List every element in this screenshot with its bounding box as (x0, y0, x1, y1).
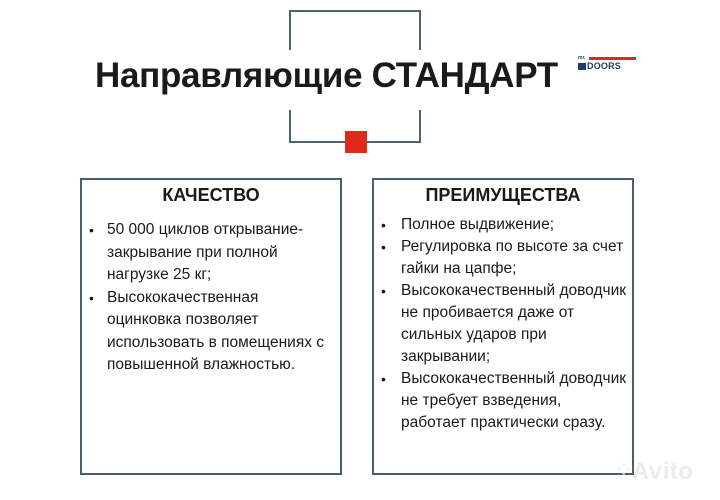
page-title: Направляющие СТАНДАРТ (95, 56, 558, 95)
logo-blue-square (578, 63, 586, 70)
avito-watermark: ⁘Avito (617, 458, 694, 485)
list-item: • Полное выдвижение; (374, 214, 632, 236)
list-item: • Регулировка по высоте за счет гайки на цапфе; (381, 238, 624, 277)
bullet-icon: • (381, 283, 386, 299)
bullet-icon: • (381, 371, 386, 387)
logo-name: DOORS (587, 61, 622, 71)
avito-dots-icon: ⁘ (617, 462, 631, 479)
quality-title: КАЧЕСТВО (162, 185, 260, 205)
quality-list (82, 219, 340, 377)
advantages-list (374, 214, 632, 434)
list-item: • 50 000 циклов открывание-закрывание при полной нагрузке 25 кг; (89, 221, 304, 283)
quality-box (80, 178, 342, 475)
advantages-title: ПРЕИМУЩЕСТВА (425, 185, 581, 205)
decor-frame-top (289, 10, 421, 50)
list-item: • Высококачественный доводчик не требует взведения, работает практически сразу. (381, 370, 627, 431)
list-item: • Высококачественная оцинковка позволяет использовать в помещениях с повышенной влажностью. (89, 288, 325, 373)
bullet-icon: • (89, 289, 94, 306)
bullet-icon: • (381, 239, 386, 255)
logo-red-bar (589, 57, 636, 60)
bullet-icon: • (89, 222, 94, 238)
list-item: • Высококачественный доводчик не пробивается даже от сильных ударов при закрывании; (381, 282, 627, 365)
logo-prefix: mr. (578, 55, 586, 61)
advantages-box (372, 178, 634, 475)
bullet-icon: • (381, 217, 386, 233)
brand-logo (578, 55, 638, 75)
red-accent-square (345, 131, 367, 153)
